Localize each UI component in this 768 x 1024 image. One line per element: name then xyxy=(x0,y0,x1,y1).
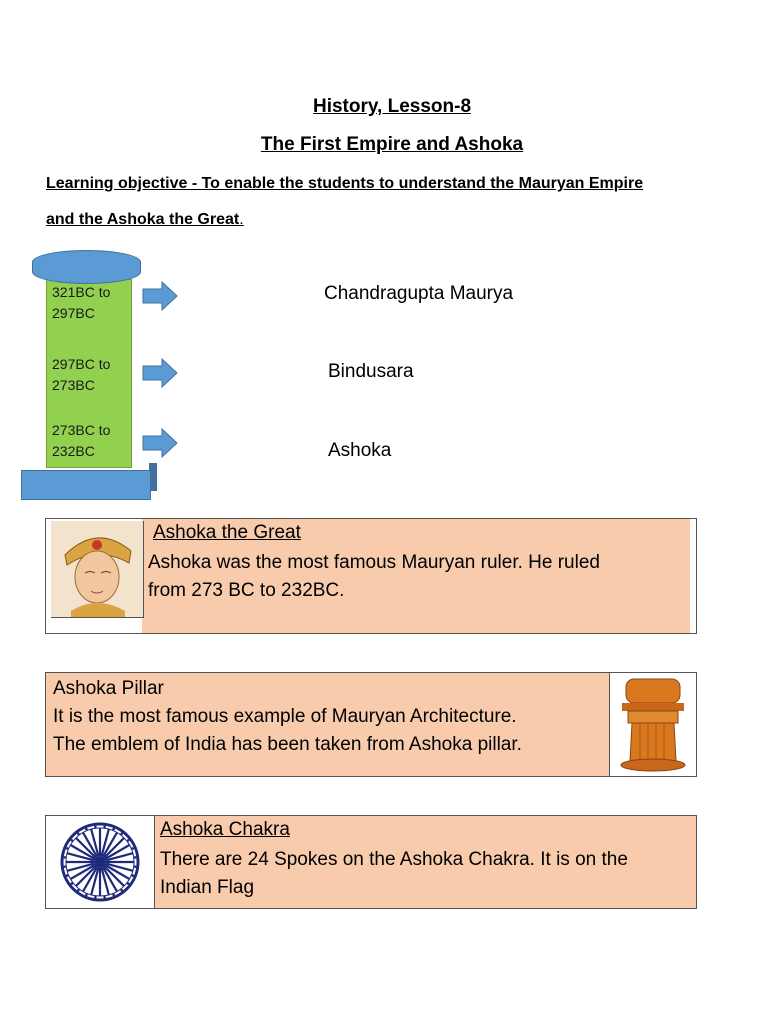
chakra-rim-dot xyxy=(85,894,88,897)
chakra-card-text: There are 24 Spokes on the Ashoka Chakra. It is on the Indian Flag xyxy=(160,849,628,898)
chakra-rim-dot xyxy=(64,865,67,868)
chakra-rim-dot xyxy=(127,882,130,885)
pillar-card xyxy=(45,672,697,777)
pillar-card-text: It is the most famous example of Mauryan Architecture. The emblem of India has been taken from Ashoka pillar. xyxy=(53,706,522,755)
chakra-rim-dot xyxy=(103,896,106,899)
chakra-rim-dot xyxy=(103,826,106,829)
chakra-rim-dot xyxy=(77,833,80,836)
ashoka-pillar-icon xyxy=(609,673,696,776)
chakra-rim-dot xyxy=(134,856,137,859)
ashoka-chakra-icon xyxy=(46,816,155,908)
learning-objective xyxy=(46,166,736,238)
ashoka-card xyxy=(45,518,697,634)
pillar-capital xyxy=(32,250,141,284)
chakra-rim-dot xyxy=(66,874,69,877)
chakra-rim-dot xyxy=(77,889,80,892)
chakra-rim-dot xyxy=(132,874,135,877)
objective-line-2: and the Ashoka the Great. xyxy=(46,211,244,228)
chakra-rim-dot xyxy=(112,828,115,831)
chakra-rim-dot xyxy=(134,865,137,868)
ashoka-card-title: Ashoka the Great xyxy=(153,522,301,543)
page-title: The First Empire and Ashoka xyxy=(260,134,524,155)
lesson-heading: History, Lesson-8 xyxy=(312,96,472,117)
period-2: 297BC to 273BC xyxy=(52,356,111,393)
chakra-rim-dot xyxy=(71,882,74,885)
chakra-rim-dot xyxy=(94,896,97,899)
objective-line-1: Learning objective - To enable the students to understand the Mauryan Empire xyxy=(46,175,644,192)
chakra-rim-dot xyxy=(120,889,123,892)
chakra-rim-dot xyxy=(71,839,74,842)
chakra-rim-dot xyxy=(132,847,135,850)
chakra-rim-dot xyxy=(64,856,67,859)
ashoka-card-text: Ashoka was the most famous Mauryan ruler. He ruled from 273 BC to 232BC. xyxy=(148,552,600,601)
period-3: 273BC to 232BC xyxy=(52,422,111,459)
chakra-rim-dot xyxy=(120,833,123,836)
chakra-card-title: Ashoka Chakra xyxy=(160,819,290,840)
ruler-chandragupta: Chandragupta Maurya xyxy=(324,283,514,304)
ruler-ashoka: Ashoka xyxy=(328,440,392,461)
ashoka-portrait-icon xyxy=(51,521,144,618)
ruler-bindusara: Bindusara xyxy=(328,361,414,382)
chakra-rim-dot xyxy=(94,826,97,829)
right-arrow-icon xyxy=(142,358,178,388)
right-arrow-icon xyxy=(142,428,178,458)
pillar-base xyxy=(21,470,151,500)
chakra-rim-dot xyxy=(66,847,69,850)
chakra-rim-dot xyxy=(85,828,88,831)
pillar-card-title: Ashoka Pillar xyxy=(53,678,164,699)
period-1: 321BC to 297BC xyxy=(52,284,111,321)
right-arrow-icon xyxy=(142,281,178,311)
chakra-rim-dot xyxy=(127,839,130,842)
chakra-rim-dot xyxy=(112,894,115,897)
chakra-card xyxy=(45,815,697,909)
